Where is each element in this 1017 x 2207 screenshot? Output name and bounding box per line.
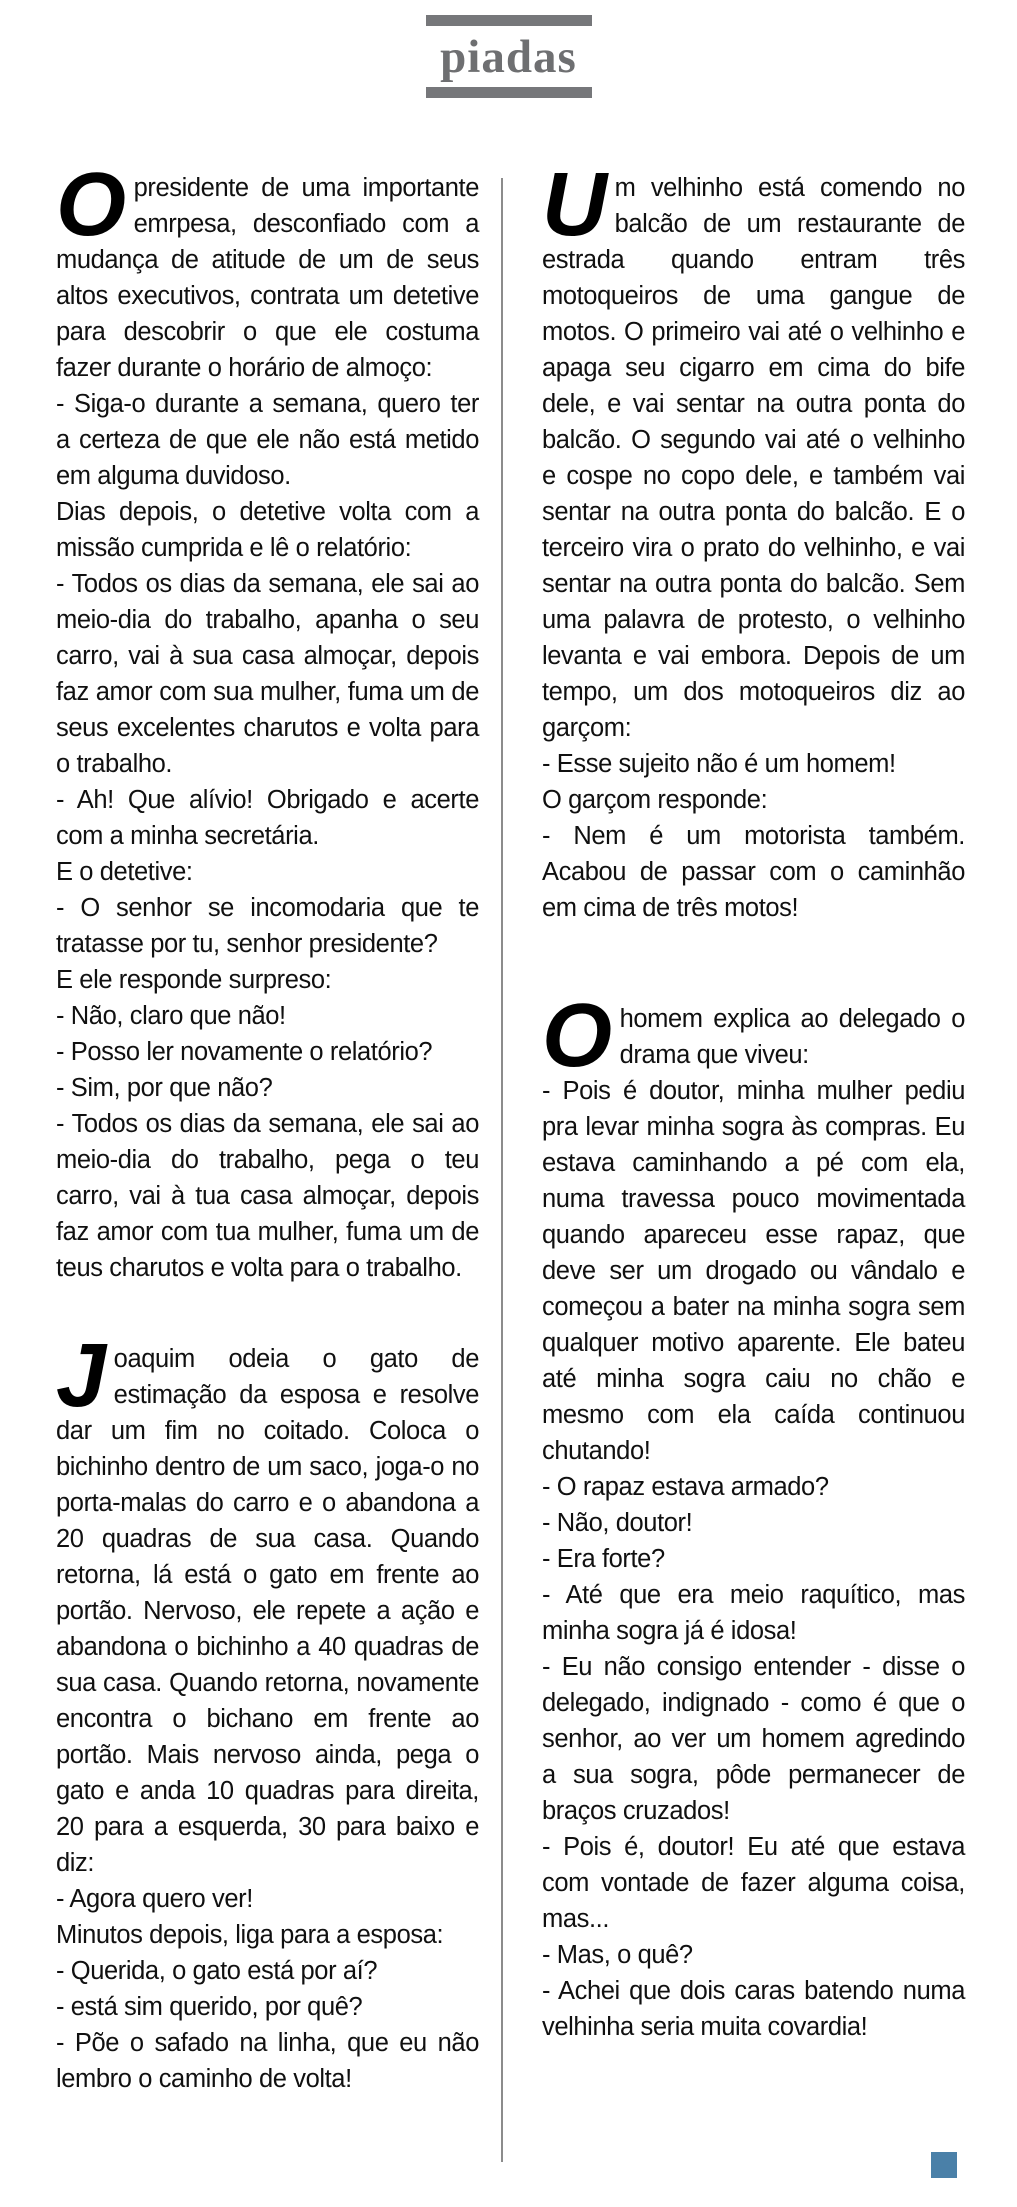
joke-mother-in-law xyxy=(542,986,965,2045)
joke-paragraph xyxy=(56,155,479,386)
joke-paragraph: E ele responde surpreso: xyxy=(56,966,332,994)
joke-paragraph: Minutos depois, liga para a esposa: xyxy=(56,1921,444,1949)
dropcap-letter: J xyxy=(56,1326,106,1426)
header-rule-bottom xyxy=(426,87,592,98)
joke-paragraph: - Mas, o quê? xyxy=(542,1941,693,1969)
page-title: piadas xyxy=(440,31,577,83)
dropcap-letter: O xyxy=(542,986,612,1086)
joke-paragraph: E o detetive: xyxy=(56,858,193,886)
joke-paragraph: - está sim querido, por quê? xyxy=(56,1993,363,2021)
right-column xyxy=(542,155,965,2190)
joke-paragraph: - Agora quero ver! xyxy=(56,1885,253,1913)
joke-paragraph: - Todos os dias da semana, ele sai ao meio-dia do trabalho, pega o teu carro, vai à tua casa almoçar, depois faz amor com tua mulher, fuma um de teus charutos e volta para o trabalho. xyxy=(56,1110,479,1282)
joke-paragraph xyxy=(56,1326,479,1881)
joke-paragraph: - Até que era meio raquítico, mas minha sogra já é idosa! xyxy=(542,1581,965,1645)
joke-text: homem explica ao delegado o drama que viveu: xyxy=(619,1005,965,1069)
joke-paragraph: - Sim, por que não? xyxy=(56,1074,273,1102)
end-of-article-marker xyxy=(931,2152,957,2178)
dropcap-letter: O xyxy=(56,155,126,255)
joke-paragraph: - O rapaz estava armado? xyxy=(542,1473,829,1501)
joke-paragraph: Dias depois, o detetive volta com a missão cumprida e lê o relatório: xyxy=(56,498,479,562)
joke-paragraph: - Siga-o durante a semana, quero ter a certeza de que ele não está metido em alguma duvidoso. xyxy=(56,390,479,490)
joke-paragraph: - Não, claro que não! xyxy=(56,1002,286,1030)
joke-paragraph: - Posso ler novamente o relatório? xyxy=(56,1038,433,1066)
joke-paragraph: O garçom responde: xyxy=(542,786,768,814)
joke-president-detective xyxy=(56,155,479,1286)
joke-paragraph: - O senhor se incomodaria que te tratasse por tu, senhor presidente? xyxy=(56,894,479,958)
content-area xyxy=(0,155,1017,2190)
joke-paragraph xyxy=(542,986,965,1086)
joke-old-man-bikers xyxy=(542,155,965,926)
dropcap-letter: U xyxy=(542,155,607,255)
joke-paragraph: - Esse sujeito não é um homem! xyxy=(542,750,896,778)
header-rule-top xyxy=(426,15,592,26)
joke-paragraph: - Pois é doutor, minha mulher pediu pra levar minha sogra às compras. Eu estava caminhando a pé com ela, numa travessa pouco movimentada quando apareceu esse rapaz, que deve ser um drogado ou vândalo e começou a bater na minha sogra sem qualquer motivo aparente. Ele bateu até minha sogra caiu no chão e mesmo com ela caída continuou chutando! xyxy=(542,1077,965,1465)
joke-paragraph: - Não, doutor! xyxy=(542,1509,693,1537)
page-header xyxy=(0,0,1017,98)
joke-text: oaquim odeia o gato de estimação da esposa e resolve dar um fim no coitado. Coloca o bichinho dentro de um saco, joga-o no porta-malas do carro e o abandona a 20 quadras de sua casa. Quando retorna, lá está o gato em frente ao portão. Nervoso, ele repete a ação e abandona o bichinho a 40 quadras de sua casa. Quando retorna, novamente encontra o bichano em frente ao portão. Mais nervoso ainda, pega o gato e anda 10 quadras para direita, 20 para a esquerda, 30 para baixo e diz: xyxy=(56,1345,479,1877)
joke-paragraph: - Põe o safado na linha, que eu não lembro o caminho de volta! xyxy=(56,2029,479,2093)
joke-paragraph: - Querida, o gato está por aí? xyxy=(56,1957,378,1985)
joke-joaquim-cat xyxy=(56,1326,479,2097)
joke-paragraph: - Pois é, doutor! Eu até que estava com vontade de fazer alguma coisa, mas... xyxy=(542,1833,965,1933)
joke-text: m velhinho está comendo no balcão de um restaurante de estrada quando entram três motoqueiros de uma gangue de motos. O primeiro vai até o velhinho e apaga seu cigarro em cima do bife dele, e vai sentar na outra ponta do balcão. O segundo vai até o velhinho e cospe no copo dele, e também vai sentar na outra ponta do balcão. E o terceiro vira o prato do velhinho, e vai sentar na outra ponta do balcão. Sem uma palavra de protesto, o velhinho levanta e vai embora. Depois de um tempo, um dos motoqueiros diz ao garçom: xyxy=(542,174,965,742)
joke-paragraph: - Achei que dois caras batendo numa velhinha seria muita covardia! xyxy=(542,1977,965,2041)
column-divider xyxy=(501,178,503,2162)
joke-paragraph: - Todos os dias da semana, ele sai ao meio-dia do trabalho, apanha o seu carro, vai à sua casa almoçar, depois faz amor com sua mulher, fuma um de seus excelentes charutos e volta para o trabalho. xyxy=(56,570,479,778)
joke-text: presidente de uma importante emrpesa, desconfiado com a mudança de atitude de um de seus altos executivos, contrata um detetive para descobrir o que ele costuma fazer durante o horário de almoço: xyxy=(56,174,479,382)
joke-paragraph: - Eu não consigo entender - disse o delegado, indignado - como é que o senhor, ao ver um homem agredindo a sua sogra, pôde permanecer de braços cruzados! xyxy=(542,1653,965,1825)
joke-paragraph: - Ah! Que alívio! Obrigado e acerte com a minha secretária. xyxy=(56,786,479,850)
joke-paragraph: - Era forte? xyxy=(542,1545,665,1573)
joke-paragraph xyxy=(542,155,965,746)
joke-paragraph: - Nem é um motorista também. Acabou de passar com o caminhão em cima de três motos! xyxy=(542,822,965,922)
left-column xyxy=(56,155,479,2190)
